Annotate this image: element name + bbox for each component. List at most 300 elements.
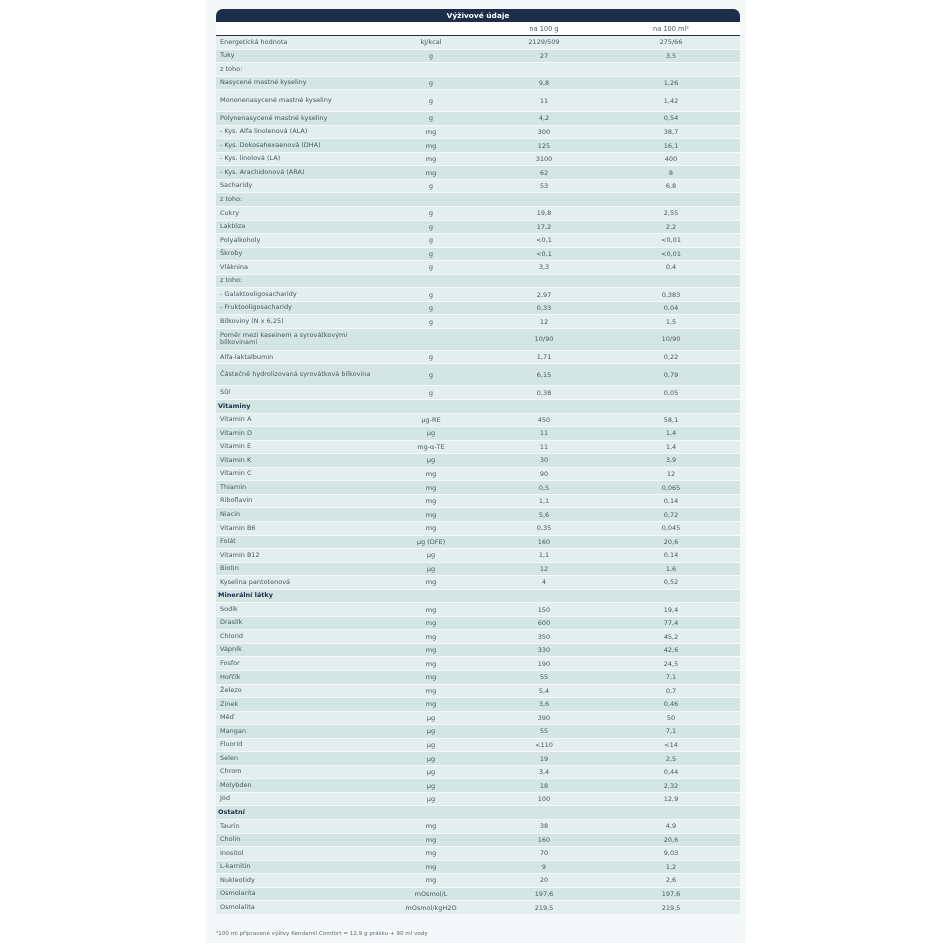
row-value-100ml: 19,4 <box>663 605 679 614</box>
row-value-100g: 100 <box>537 795 551 804</box>
row-unit: mg <box>425 700 437 709</box>
row-label: Nukleotidy <box>220 875 255 884</box>
table-row <box>216 90 740 112</box>
row-unit <box>376 193 486 206</box>
table-row <box>216 221 740 235</box>
table-row <box>216 351 740 365</box>
row-label: Alfa-laktalbumin <box>220 352 274 361</box>
table-row <box>216 752 740 766</box>
row-value-100g: 350 <box>537 632 551 641</box>
row-label: Vitamin B12 <box>220 550 260 559</box>
table-row <box>216 364 740 386</box>
table-row <box>216 576 740 590</box>
row-label: Škroby <box>220 249 243 258</box>
row-label: Mangan <box>220 726 246 735</box>
row-value-100ml: 1,2 <box>665 862 677 871</box>
row-unit: g <box>428 290 434 299</box>
table-row <box>216 847 740 861</box>
row-value-100g: 0,5 <box>538 483 550 492</box>
row-value-100ml: 2,32 <box>663 781 679 790</box>
row-value-100ml: 0,4 <box>665 263 677 272</box>
row-value-100ml: 20,6 <box>663 537 679 546</box>
table-row <box>216 454 740 468</box>
table-row <box>216 441 740 455</box>
row-value-100g: 62 <box>539 168 549 177</box>
row-label: - Kys. Dokosahexaenová (DHA) <box>220 140 321 149</box>
row-label: Niacin <box>220 509 241 518</box>
row-value-100ml: 10/90 <box>661 335 681 344</box>
row-value-100ml: 38,7 <box>663 128 679 136</box>
row-value-100ml <box>602 193 740 206</box>
row-label: Draslík <box>220 618 243 627</box>
row-value-100ml: 0,05 <box>663 388 679 397</box>
row-value-100ml: 1,6 <box>665 564 677 573</box>
table-row <box>216 671 740 685</box>
row-label: - Kys. Alfa linolenová (ALA) <box>220 127 308 136</box>
table-row <box>216 139 740 153</box>
row-unit: g <box>428 114 434 123</box>
table-row <box>216 644 740 658</box>
table-row <box>216 630 740 644</box>
row-label: Ostatní <box>218 808 245 816</box>
table-row <box>216 901 740 915</box>
row-unit: µg (DFE) <box>416 537 446 546</box>
row-label: Zinek <box>220 699 239 708</box>
row-value-100ml: 1,4 <box>665 429 677 438</box>
header-unit-col <box>376 22 486 35</box>
row-value-100ml: 1,4 <box>665 442 677 451</box>
row-label: Chlorid <box>220 631 244 640</box>
row-unit: kJ/kcal <box>420 38 442 47</box>
row-label: Vitamin K <box>220 455 252 464</box>
row-value-100g: 11 <box>539 442 549 451</box>
row-unit: mg <box>425 862 437 871</box>
row-unit: mg <box>425 876 437 885</box>
row-value-100g: 17,2 <box>536 222 552 231</box>
row-value-100ml: 24,5 <box>663 659 679 668</box>
header-per-100ml: na 100 ml² <box>653 25 689 33</box>
table-body <box>216 36 740 915</box>
table-row <box>216 739 740 753</box>
row-label: - Kys. Arachidonová (ARA) <box>220 167 305 176</box>
row-unit: mg <box>425 155 437 164</box>
row-unit: µg <box>426 754 436 763</box>
row-label: Inositol <box>220 848 244 857</box>
row-unit: g <box>428 249 434 258</box>
row-unit: mg <box>425 849 437 858</box>
row-value-100g: 160 <box>537 835 551 844</box>
row-label: Laktóza <box>220 222 246 231</box>
row-unit: mg <box>425 835 437 844</box>
row-value-100g: 55 <box>539 673 549 682</box>
row-value-100ml: 1,5 <box>665 317 677 326</box>
table-row <box>216 166 740 180</box>
row-unit: mg <box>425 619 437 628</box>
header-per-100g: na 100 g <box>529 25 559 33</box>
row-unit: µg <box>426 713 436 722</box>
table-row <box>216 820 740 834</box>
row-value-100g: 10/90 <box>534 335 554 344</box>
table-row <box>216 549 740 563</box>
table-section-row <box>216 400 740 414</box>
row-value-100ml: 2,6 <box>665 876 677 885</box>
row-unit: g <box>428 78 434 87</box>
row-value-100g: 11 <box>539 429 549 438</box>
row-value-100g: 53 <box>539 182 549 191</box>
table-row <box>216 414 740 428</box>
row-unit: mg <box>425 632 437 641</box>
row-unit: g <box>428 209 434 218</box>
row-value-100g: 1,1 <box>538 497 550 506</box>
row-value-100g: 600 <box>537 619 551 628</box>
row-unit: g <box>428 304 434 313</box>
table-row <box>216 536 740 550</box>
row-value-100g: 1,71 <box>536 353 552 362</box>
row-value-100g: 125 <box>537 141 551 150</box>
table-row <box>216 603 740 617</box>
row-label: Cholin <box>220 835 241 844</box>
table-row <box>216 63 740 77</box>
row-label: L-karnitin <box>220 862 251 871</box>
row-label: Polyalkoholy <box>220 235 261 244</box>
row-value-100ml: 1,42 <box>663 96 679 105</box>
row-unit: g <box>428 96 434 105</box>
row-unit: mg <box>425 673 437 682</box>
row-value-100ml: 58,1 <box>663 415 679 424</box>
row-value-100g <box>486 63 602 76</box>
row-value-100g: 3100 <box>535 155 553 164</box>
row-value-100g: 450 <box>537 415 551 424</box>
row-label: Fosfor <box>220 658 240 667</box>
row-label: Sodík <box>220 604 238 613</box>
row-unit: mg <box>425 524 437 533</box>
row-value-100ml: 197,6 <box>661 889 681 898</box>
row-unit: µg <box>426 781 436 790</box>
row-label: Poměr mezi kaseinem a syrovátkovými bílkovinami <box>220 331 348 347</box>
row-value-100ml: 4,9 <box>665 822 677 831</box>
table-row <box>216 725 740 739</box>
row-label: Molybden <box>220 780 252 789</box>
row-label: Částečně hydrolizovaná syrovátková bílkovina <box>220 370 371 379</box>
row-value-100ml <box>602 275 740 288</box>
table-section-row <box>216 590 740 604</box>
row-label: Riboflavin <box>220 496 253 505</box>
row-value-100ml: 0,44 <box>663 768 679 777</box>
row-value-100ml: 219,5 <box>661 903 681 912</box>
table-row <box>216 427 740 441</box>
table-row <box>216 888 740 902</box>
row-value-100g: 55 <box>539 727 549 736</box>
table-row <box>216 275 740 289</box>
table-row <box>216 112 740 126</box>
row-value-100g: 90 <box>539 470 549 479</box>
row-value-100ml: 7,1 <box>665 673 677 682</box>
row-value-100ml: 2,55 <box>663 209 679 218</box>
row-value-100g: 197,6 <box>534 889 554 898</box>
row-label: Vitamin D <box>220 428 252 437</box>
row-label: Taurin <box>220 821 240 830</box>
table-row <box>216 834 740 848</box>
row-value-100ml: 0,22 <box>663 353 679 362</box>
row-value-100g: 70 <box>539 849 549 858</box>
row-label: Kyselina pantotenová <box>220 577 291 586</box>
table-row <box>216 563 740 577</box>
row-value-100g: 2129/509 <box>528 38 560 47</box>
row-unit: mg <box>425 470 437 479</box>
row-label: z toho: <box>220 195 243 204</box>
row-unit: µg <box>426 795 436 804</box>
table-row <box>216 779 740 793</box>
row-unit: mg <box>425 141 437 150</box>
row-value-100g: 0,33 <box>536 304 552 313</box>
row-value-100g: <110 <box>535 740 553 749</box>
row-value-100g: 3,6 <box>538 700 550 709</box>
row-unit: g <box>428 51 434 60</box>
row-value-100ml: 3,9 <box>665 456 677 465</box>
table-row <box>216 685 740 699</box>
row-unit: mg <box>425 646 437 655</box>
row-label: Cukry <box>220 208 239 217</box>
row-unit: g <box>428 353 434 362</box>
row-label: Vitamin E <box>220 442 252 451</box>
row-value-100ml: 0,52 <box>663 578 679 587</box>
row-value-100ml: 0,14 <box>663 551 679 560</box>
row-value-100g: 300 <box>537 128 551 136</box>
table-row <box>216 481 740 495</box>
row-value-100g: 5,4 <box>538 686 550 695</box>
row-value-100ml: 0,72 <box>663 510 679 519</box>
row-unit: g <box>428 182 434 191</box>
row-value-100ml: 0,7 <box>665 686 677 695</box>
row-value-100g: 1,1 <box>538 551 550 560</box>
row-unit: mg <box>425 605 437 614</box>
row-value-100g: 12 <box>539 564 549 573</box>
table-row <box>216 874 740 888</box>
row-unit <box>376 275 486 288</box>
table-row <box>216 248 740 262</box>
row-value-100ml: 16,1 <box>663 141 679 150</box>
row-label: Bílkoviny (N x 6,25) <box>220 316 284 325</box>
row-unit: mg <box>425 128 437 136</box>
row-label: Energetická hodnota <box>220 37 288 46</box>
row-unit: mg-α-TE <box>417 442 445 451</box>
row-label: Hořčík <box>220 672 241 681</box>
row-value-100g: <0,1 <box>536 249 552 258</box>
row-unit: µg <box>426 727 436 736</box>
row-unit: µg <box>426 456 436 465</box>
row-value-100ml: 20,6 <box>663 835 679 844</box>
row-value-100ml: 0,46 <box>663 700 679 709</box>
table-section-row <box>216 806 740 820</box>
row-value-100g: 11 <box>539 96 549 105</box>
row-label: z toho: <box>220 64 243 73</box>
row-label: Thiamin <box>220 482 247 491</box>
row-value-100ml: 45,2 <box>663 632 679 641</box>
header-label-col <box>216 22 376 35</box>
row-value-100g: 30 <box>539 456 549 465</box>
row-unit: g <box>428 222 434 231</box>
row-label: - Galaktooligosacharidy <box>220 289 297 298</box>
table-row <box>216 288 740 302</box>
row-label: Vitamin A <box>220 415 252 424</box>
row-label: Vláknina <box>220 262 249 271</box>
row-label: Osmolarita <box>220 889 256 898</box>
row-unit: g <box>428 317 434 326</box>
row-label: - Kys. linolová (LA) <box>220 154 281 163</box>
row-unit: g <box>428 370 434 379</box>
row-value-100ml: 275/66 <box>659 38 683 47</box>
table-row <box>216 468 740 482</box>
table-row <box>216 712 740 726</box>
row-value-100g: 4,2 <box>538 114 550 123</box>
table-row <box>216 495 740 509</box>
row-value-100g: 2,97 <box>536 290 552 299</box>
row-value-100g: 9,8 <box>538 78 550 87</box>
row-unit: mg <box>425 578 437 587</box>
row-value-100ml: <0,01 <box>661 236 681 245</box>
table-row <box>216 315 740 329</box>
table-row <box>216 193 740 207</box>
row-value-100g: <0,1 <box>536 236 552 245</box>
row-label: Nasycené mastné kyseliny <box>220 78 307 87</box>
row-unit: mg <box>425 168 437 177</box>
row-label: Folát <box>220 537 236 546</box>
table-row <box>216 50 740 64</box>
row-label: Mononenasycené mastné kyseliny <box>220 95 332 104</box>
row-unit: mOsmol/L <box>414 889 448 898</box>
row-unit <box>376 329 486 350</box>
row-value-100ml: 0,065 <box>661 483 681 492</box>
row-value-100g: 160 <box>537 537 551 546</box>
row-value-100ml: 0,14 <box>663 497 679 506</box>
row-value-100g: 19,8 <box>536 209 552 218</box>
footnote: ²100 ml připravené výživy Kendamil Comfort = 12,9 g prášku + 90 ml vody <box>216 931 428 937</box>
table-row <box>216 657 740 671</box>
row-value-100g <box>486 275 602 288</box>
row-label: Vitamin B6 <box>220 523 256 532</box>
row-label: Jód <box>220 794 231 803</box>
row-value-100g: 19 <box>539 754 549 763</box>
row-value-100ml: 12 <box>666 470 676 479</box>
row-value-100ml: 0,54 <box>663 114 679 123</box>
row-value-100ml: 6,8 <box>665 182 677 191</box>
table-row <box>216 234 740 248</box>
row-value-100g: 219,5 <box>534 903 554 912</box>
row-unit: mg <box>425 659 437 668</box>
row-value-100ml: 3,5 <box>665 51 677 60</box>
row-label: Vápník <box>220 645 242 654</box>
row-value-100ml: 400 <box>664 155 678 164</box>
row-value-100g: 18 <box>539 781 549 790</box>
row-unit: µg <box>426 551 436 560</box>
table-row <box>216 508 740 522</box>
row-value-100g: 20 <box>539 876 549 885</box>
row-value-100ml: <14 <box>664 740 678 749</box>
table-row <box>216 36 740 50</box>
row-unit: mg <box>425 822 437 831</box>
row-label: Měď <box>220 713 234 722</box>
row-value-100g: 3,4 <box>538 768 550 777</box>
row-value-100ml: 9,03 <box>663 849 679 858</box>
row-value-100ml: <0,01 <box>661 249 681 258</box>
row-unit: mOsmol/kgH2O <box>405 903 457 912</box>
table-row <box>216 77 740 91</box>
table-row <box>216 261 740 275</box>
table-row <box>216 617 740 631</box>
row-label: Osmolalita <box>220 902 255 911</box>
row-unit: µg <box>426 740 436 749</box>
row-value-100g: 150 <box>537 605 551 614</box>
table-row <box>216 386 740 400</box>
row-value-100ml: 2,5 <box>665 754 677 763</box>
table-row <box>216 522 740 536</box>
row-value-100g: 6,15 <box>536 370 552 379</box>
row-unit: µg <box>426 564 436 573</box>
row-unit: µg <box>426 429 436 438</box>
row-value-100ml: 0,045 <box>661 524 681 533</box>
row-value-100g: 12 <box>539 317 549 326</box>
row-value-100ml: 50 <box>666 713 676 722</box>
row-value-100ml: 12,9 <box>663 795 679 804</box>
table-row <box>216 180 740 194</box>
row-value-100g: 5,6 <box>538 510 550 519</box>
row-value-100g: 0,38 <box>536 388 552 397</box>
row-value-100ml: 0,383 <box>661 290 681 299</box>
nutrition-table <box>216 9 740 915</box>
table-row <box>216 329 740 351</box>
row-value-100ml: 8 <box>668 168 674 177</box>
row-value-100g <box>486 193 602 206</box>
row-value-100g: 330 <box>537 646 551 655</box>
row-value-100ml: 2,2 <box>665 222 677 231</box>
row-value-100ml: 1,26 <box>663 78 679 87</box>
row-value-100ml <box>602 63 740 76</box>
row-unit: mg <box>425 483 437 492</box>
row-value-100g: 0,35 <box>536 524 552 533</box>
row-value-100g: 4 <box>541 578 547 587</box>
row-label: Selen <box>220 753 239 762</box>
table-row <box>216 766 740 780</box>
table-row <box>216 126 740 140</box>
row-label: Vitaminy <box>218 401 251 410</box>
row-label: Biotin <box>220 564 239 573</box>
row-value-100g: 190 <box>537 659 551 668</box>
row-label: Železo <box>220 686 242 695</box>
row-value-100g: 27 <box>539 51 549 60</box>
row-label: - Fruktooligosacharidy <box>220 303 292 312</box>
row-label: Vitamin C <box>220 469 252 478</box>
table-row <box>216 302 740 316</box>
table-title: Výživové údaje <box>216 9 740 22</box>
row-unit <box>376 63 486 76</box>
row-value-100g: 3,3 <box>538 263 550 272</box>
row-label: Sacharidy <box>220 181 253 190</box>
table-row <box>216 793 740 807</box>
row-unit: g <box>428 388 434 397</box>
table-row <box>216 153 740 167</box>
row-value-100g: 9 <box>541 862 547 871</box>
table-row <box>216 698 740 712</box>
row-label: Sůl <box>220 388 231 397</box>
row-value-100ml: 77,4 <box>663 619 679 628</box>
row-unit: g <box>428 236 434 245</box>
row-label: Chrom <box>220 767 242 776</box>
row-unit: g <box>428 263 434 272</box>
row-unit: µg-RE <box>421 415 441 424</box>
table-row <box>216 207 740 221</box>
row-label: z toho: <box>220 276 243 285</box>
row-value-100ml: 7,1 <box>665 727 677 736</box>
